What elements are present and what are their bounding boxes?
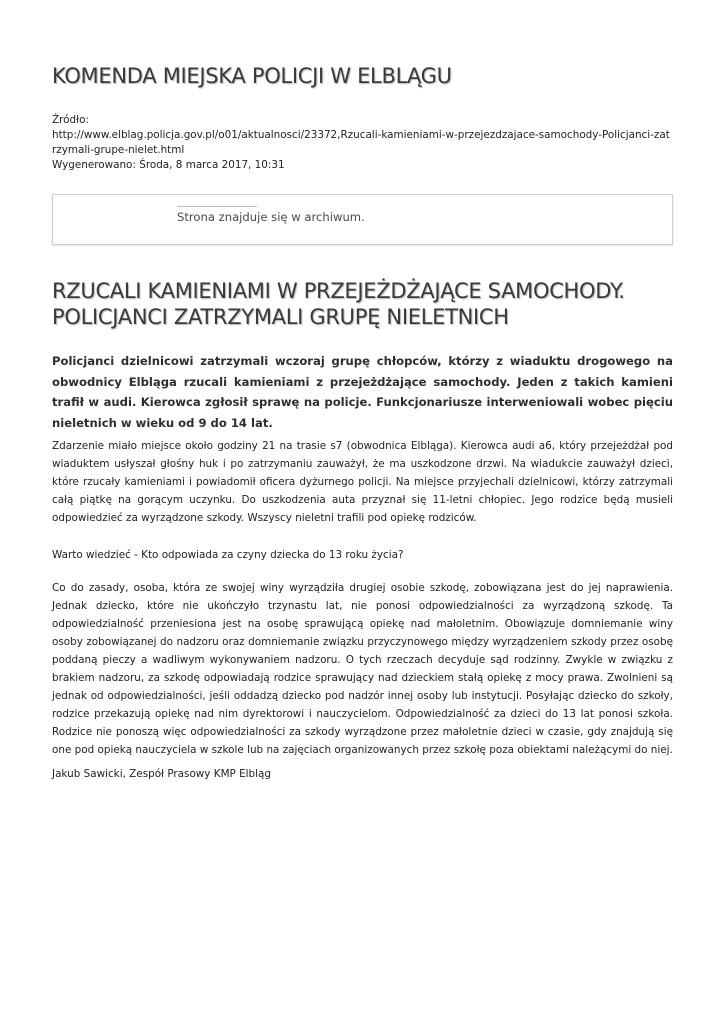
source-url[interactable]: http://www.elblag.policja.gov.pl/o01/aktualnosci/23372,Rzucali-kamieniami-w-przejezdzajace-samochody-Policjanci-zatrzymali-grupe-nielet.html <box>52 129 670 156</box>
source-meta <box>52 113 673 173</box>
archive-notice-box <box>52 194 673 245</box>
generated-date: Wygenerowano: Środa, 8 marca 2017, 10:31 <box>52 159 285 171</box>
archive-notice: Strona znajduje się w archiwum. <box>177 210 365 224</box>
article-author: Jakub Sawicki, Zespół Prasowy KMP Elbląg <box>52 768 272 780</box>
article-lead: Policjanci dzielnicowi zatrzymali wczoraj grupę chłopców, którzy z wiaduktu drogowego na obwodnicy Elbląga rzucali kamieniami z przejeżdżające samochody. Jeden z takich kamieni trafił w audi. Kierowca zgłosił sprawę na policje. Funkcjonariusze interweniowali wobec pięciu nieletnich w wieku od 9 do 14 lat. <box>52 354 673 430</box>
archive-divider <box>177 206 257 207</box>
article-subheading: Warto wiedzieć - Kto odpowiada za czyny dziecka do 13 roku życia? <box>52 549 404 561</box>
source-label: Źródło: <box>52 114 89 126</box>
article-paragraph: Co do zasady, osoba, która ze swojej winy wyrządziła drugiej osobie szkodę, zobowiązana jest do jej naprawienia. Jednak dziecko, które nie ukończyło trzynastu lat, nie ponosi odpowiedzialności za wyrządzoną szkodę. Ta odpowiedzialność przeniesiona jest na osobę sprawującą opiekę nad małoletnim. Obowiązuje domniemanie winy osoby zobowiązanej do nadzoru oraz domniemanie związku przyczynowego między wyrządzeniem szkody przez osobę poddaną pieczy a wadliwym wykonywaniem nadzoru. O tych rzeczach decyduje sąd rodzinny. Zwykle w związku z brakiem nadzoru, za szkodę odpowiadają rodzice sprawujący nad dzieckiem stałą opiekę z mocy prawa. Zwolnieni są jednak od odpowiedzialności, jeśli oddadzą dziecko pod nadzór innej osoby lub instytucji. Posyłając dziecko do szkoły, rodzice przekazują opiekę nad nim dyrektorowi i nauczycielom. Odpowiedzialność za dzieci do 13 lat ponosi szkoła. Rodzice nie ponoszą więc odpowiedzialności za szkody wyrządzone przez małoletnie dzieci w czasie, gdy znajdują się one pod opieką nauczyciela w szkole lub na zajęciach organizowanych przez szkołę poza obiektami należącymi do niej. <box>52 582 673 756</box>
site-title: KOMENDA MIEJSKA POLICJI W ELBLĄGU <box>52 64 452 88</box>
article-paragraph: Zdarzenie miało miejsce około godziny 21 na trasie s7 (obwodnica Elbląga). Kierowca audi a6, który przejeżdżał pod wiaduktem usłyszał głośny huk i po zatrzymaniu zauważył, że ma uszkodzone drzwi. Na wiadukcie zauważył dzieci, które rzucały kamieniami i powiadomił oficera dyżurnego policji. Na miejsce przyjechali dzielnicowi, którzy zatrzymali całą piątkę na gorącym uczynku. Do uszkodzenia auta przyznał się 11-letni chłopiec. Jego rodzice będą musieli odpowiedzieć za wyrządzone szkody. Wszyscy nieletni trafili pod opiekę rodziców. <box>52 440 673 524</box>
article-title: RZUCALI KAMIENIAMI W PRZEJEŻDŻAJĄCE SAMOCHODY. POLICJANCI ZATRZYMALI GRUPĘ NIELETNICH <box>52 279 625 329</box>
